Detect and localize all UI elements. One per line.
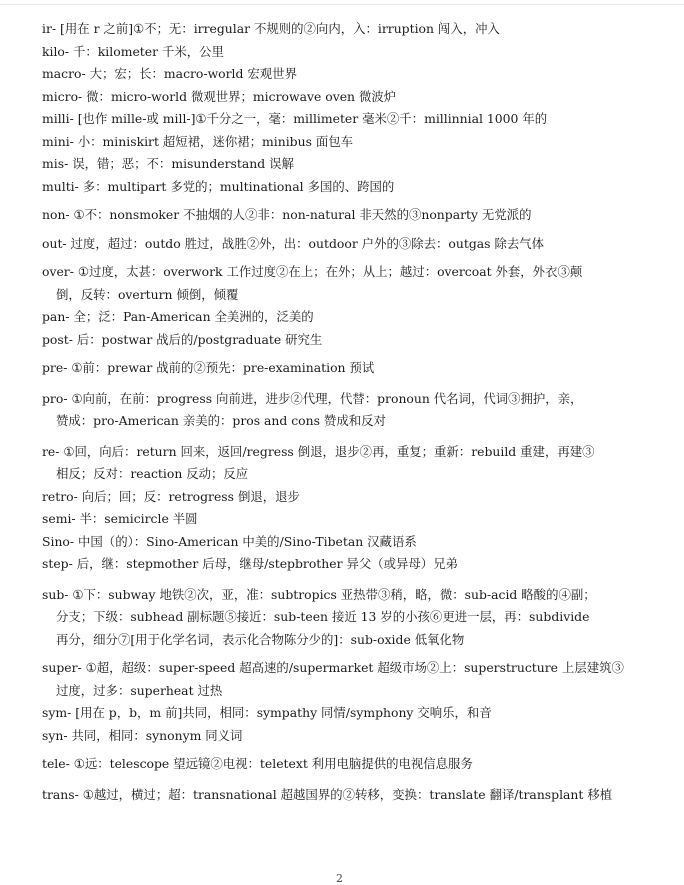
entry-pre: pre- ①前：prewar 战前的②预先：pre-examination 预试 bbox=[42, 360, 375, 375]
entry-over: over- ①过度，太甚：overwork 工作过度②在上；在外；从上；越过：overcoat 外套，外衣③颠 bbox=[42, 264, 583, 279]
entry-pro: pro- ①向前，在前：progress 向前进，进步②代理，代替：pronoun 代名词，代词③拥护，亲， bbox=[42, 390, 583, 406]
entry-micro: micro- 微：micro-world 微观世界；microwave oven 微波炉 bbox=[42, 88, 397, 104]
entry-super: super- ①超，超级：super-speed 超高速的/supermarket 超级市场②上：superstructure 上层建筑③ bbox=[42, 660, 624, 675]
entry-sub-cont: 分支；下级：subhead 副标题⑤接近：sub-teen 接近 13 岁的小孩⑥更进一层，再：subdivide bbox=[56, 609, 590, 624]
entry-macro: macro- 大；宏；长：macro-world 宏观世界 bbox=[42, 66, 297, 81]
document-body bbox=[42, 18, 654, 806]
entry-multi: multi- 多：multipart 多党的；multinational 多国的、跨国的 bbox=[42, 178, 395, 194]
entry-syn: syn- 共同，相同：synonym 同义词 bbox=[42, 727, 243, 743]
entry-sino: Sino- 中国（的）：Sino-American 中美的/Sino-Tibetan 汉藏语系 bbox=[42, 533, 417, 549]
entry-semi: semi- 半：semicircle 半圆 bbox=[42, 511, 198, 526]
entry-ir: ir- [用在 r 之前]①不；无：irregular 不规则的②向内，入：irruption 闯入，冲入 bbox=[42, 21, 500, 36]
entry-trans: trans- ①越过，横过；超：transnational 超越国界的②转移，变换：translate 翻译/transplant 移植 bbox=[42, 786, 613, 802]
entry-sub-cont2: 再分，细分⑦[用于化学名词，表示化合物陈分少的]：sub-oxide 低氧化物 bbox=[56, 631, 465, 647]
entry-tele: tele- ①远：telescope 望远镜②电视：teletext 利用电脑提供的电视信息服务 bbox=[42, 756, 473, 771]
entry-mini: mini- 小：miniskirt 超短裙，迷你裙；minibus 面包车 bbox=[42, 133, 354, 149]
entry-pro-cont: 赞成：pro-American 亲美的：pros and cons 赞成和反对 bbox=[56, 413, 386, 428]
entry-milli: milli- [也作 mille-或 mill-]①千分之一，毫：millimeter 毫米②千：millinnial 1000 年的 bbox=[42, 111, 548, 126]
entry-over-cont: 倒，反转：overturn 倾倒，倾覆 bbox=[56, 286, 239, 302]
entry-re-cont: 相反；反对：reaction 反动；反应 bbox=[56, 466, 249, 481]
entry-kilo: kilo- 千：kilometer 千米，公里 bbox=[42, 43, 224, 59]
top-rule bbox=[0, 4, 684, 5]
entry-sub: sub- ①下：subway 地铁②次，亚，准：subtropics 亚热带③稍，略，微：sub-acid 略酸的④副； bbox=[42, 586, 596, 602]
entry-sym: sym- [用在 p，b，m 前]共同，相同：sympathy 同情/symphony 交响乐，和音 bbox=[42, 705, 492, 720]
entry-re: re- ①回，向后：return 回来，返回/regress 倒退，退步②再，重复；重新：rebuild 重建，再建③ bbox=[42, 443, 595, 459]
page-number: 2 bbox=[336, 872, 343, 885]
entry-out: out- 过度，超过：outdo 胜过，战胜②外，出：outdoor 户外的③除去：outgas 除去气体 bbox=[42, 235, 545, 251]
entry-retro: retro- 向后；回；反：retrogress 倒退，退步 bbox=[42, 488, 300, 504]
entry-mis: mis- 误，错；恶；不：misunderstand 误解 bbox=[42, 156, 294, 171]
entry-post: post- 后：postwar 战后的/postgraduate 研究生 bbox=[42, 331, 323, 347]
entry-non: non- ①不：nonsmoker 不抽烟的人②非：non-natural 非天然的③nonparty 无党派的 bbox=[42, 207, 532, 222]
entry-step: step- 后，继：stepmother 后母，继母/stepbrother 异父（或异母）兄弟 bbox=[42, 556, 458, 571]
entry-super-cont: 过度，过多：superheat 过热 bbox=[56, 682, 223, 698]
entry-pan: pan- 全；泛：Pan-American 全美洲的，泛美的 bbox=[42, 309, 314, 324]
